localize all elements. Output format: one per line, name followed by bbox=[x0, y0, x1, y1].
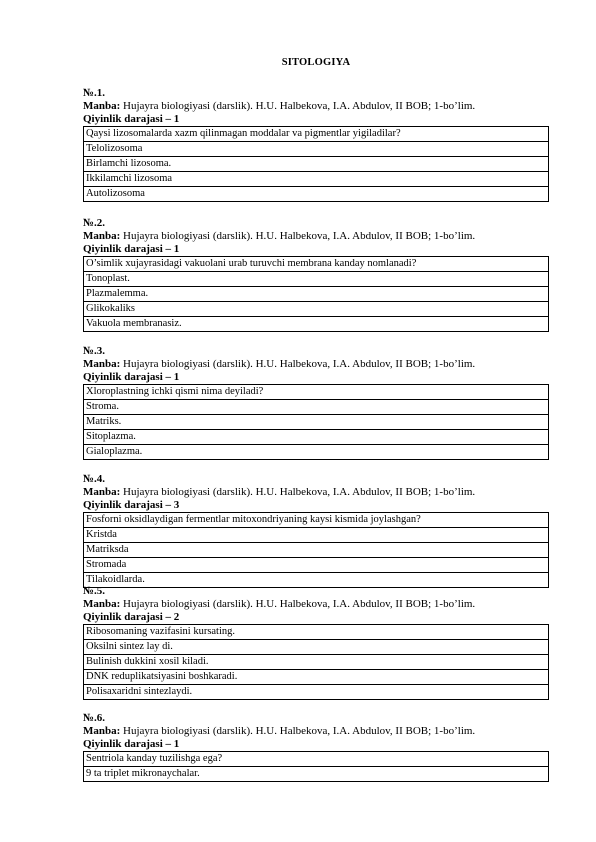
source-text: Hujayra biologiyasi (darslik). H.U. Halbekova, I.A. Abdulov, II BOB; 1-bo’lim. bbox=[123, 725, 476, 737]
difficulty-level: Qiyinlik darajasi – 1 bbox=[83, 113, 180, 125]
answer-option: Glikokaliks bbox=[84, 302, 549, 317]
source-line bbox=[83, 358, 549, 371]
table-row bbox=[84, 257, 549, 272]
difficulty-level: Qiyinlik darajasi – 1 bbox=[83, 243, 180, 255]
table-row bbox=[84, 625, 549, 640]
question-text: O’simlik xujayrasidagi vakuolani urab turuvchi membrana kanday nomlanadi? bbox=[84, 257, 549, 272]
question-text: Fosforni oksidlaydigan fermentlar mitoxondriyaning kaysi kismida joylashgan? bbox=[84, 513, 549, 528]
answer-option: Bulinish dukkini xosil kiladi. bbox=[84, 655, 549, 670]
answer-option: Ikkilamchi lizosoma bbox=[84, 172, 549, 187]
page-title: SITOLOGIYA bbox=[281, 57, 351, 68]
answer-option: Telolizosoma bbox=[84, 142, 549, 157]
answer-option: Birlamchi lizosoma. bbox=[84, 157, 549, 172]
source-text: Hujayra biologiyasi (darslik). H.U. Halbekova, I.A. Abdulov, II BOB; 1-bo’lim. bbox=[123, 230, 476, 242]
difficulty-level: Qiyinlik darajasi – 3 bbox=[83, 499, 180, 511]
question-text: Ribosomaning vazifasini kursating. bbox=[84, 625, 549, 640]
question-number: №.6. bbox=[83, 712, 106, 724]
question-number: №.2. bbox=[83, 217, 106, 229]
table-row bbox=[84, 415, 549, 430]
table-row bbox=[84, 767, 549, 782]
table-row bbox=[84, 317, 549, 332]
source-line bbox=[83, 230, 549, 243]
question-block bbox=[83, 473, 549, 588]
answer-option: 9 ta triplet mikronaychalar. bbox=[84, 767, 549, 782]
source-label: Manba: bbox=[83, 358, 121, 370]
question-block bbox=[83, 345, 549, 460]
source-line bbox=[83, 598, 549, 611]
table-row bbox=[84, 558, 549, 573]
question-number: №.3. bbox=[83, 345, 106, 357]
answer-table bbox=[83, 512, 549, 588]
answer-table bbox=[83, 384, 549, 460]
question-block bbox=[83, 585, 549, 700]
table-row bbox=[84, 752, 549, 767]
table-row bbox=[84, 430, 549, 445]
answer-option: Plazmalemma. bbox=[84, 287, 549, 302]
question-number: №.1. bbox=[83, 87, 106, 99]
answer-option: Stroma. bbox=[84, 400, 549, 415]
table-row bbox=[84, 287, 549, 302]
source-label: Manba: bbox=[83, 725, 121, 737]
question-number: №.5. bbox=[83, 585, 106, 597]
answer-option: Autolizosoma bbox=[84, 187, 549, 202]
source-label: Manba: bbox=[83, 100, 121, 112]
table-row bbox=[84, 400, 549, 415]
question-text: Xloroplastning ichki qismi nima deyiladi? bbox=[84, 385, 549, 400]
difficulty-level: Qiyinlik darajasi – 2 bbox=[83, 611, 180, 623]
table-row bbox=[84, 272, 549, 287]
question-block bbox=[83, 217, 549, 332]
table-row bbox=[84, 513, 549, 528]
table-row bbox=[84, 172, 549, 187]
table-row bbox=[84, 640, 549, 655]
question-text: Qaysi lizosomalarda xazm qilinmagan moddalar va pigmentlar yigiladilar? bbox=[84, 127, 549, 142]
table-row bbox=[84, 543, 549, 558]
table-row bbox=[84, 187, 549, 202]
answer-option: Tilakoidlarda. bbox=[84, 573, 549, 588]
question-number: №.4. bbox=[83, 473, 106, 485]
source-text: Hujayra biologiyasi (darslik). H.U. Halbekova, I.A. Abdulov, II BOB; 1-bo’lim. bbox=[123, 486, 476, 498]
question-block bbox=[83, 712, 549, 782]
difficulty-level: Qiyinlik darajasi – 1 bbox=[83, 738, 180, 750]
source-line bbox=[83, 486, 549, 499]
question-block bbox=[83, 87, 549, 202]
answer-option: Sitoplazma. bbox=[84, 430, 549, 445]
source-line bbox=[83, 100, 549, 113]
table-row bbox=[84, 142, 549, 157]
answer-option: Polisaxaridni sintezlaydi. bbox=[84, 685, 549, 700]
difficulty-level: Qiyinlik darajasi – 1 bbox=[83, 371, 180, 383]
answer-option: Gialoplazma. bbox=[84, 445, 549, 460]
table-row bbox=[84, 528, 549, 543]
table-row bbox=[84, 685, 549, 700]
table-row bbox=[84, 655, 549, 670]
answer-option: Matriksda bbox=[84, 543, 549, 558]
answer-table bbox=[83, 624, 549, 700]
answer-option: Matriks. bbox=[84, 415, 549, 430]
answer-table bbox=[83, 126, 549, 202]
table-row bbox=[84, 385, 549, 400]
answer-option: DNK reduplikatsiyasini boshkaradi. bbox=[84, 670, 549, 685]
table-row bbox=[84, 302, 549, 317]
answer-option: Oksilni sintez lay di. bbox=[84, 640, 549, 655]
source-label: Manba: bbox=[83, 230, 121, 242]
table-row bbox=[84, 157, 549, 172]
answer-option: Tonoplast. bbox=[84, 272, 549, 287]
answer-table bbox=[83, 256, 549, 332]
source-text: Hujayra biologiyasi (darslik). H.U. Halbekova, I.A. Abdulov, II BOB; 1-bo’lim. bbox=[123, 598, 476, 610]
question-text: Sentriola kanday tuzilishga ega? bbox=[84, 752, 549, 767]
source-line bbox=[83, 725, 549, 738]
source-label: Manba: bbox=[83, 486, 121, 498]
table-row bbox=[84, 127, 549, 142]
answer-option: Vakuola membranasiz. bbox=[84, 317, 549, 332]
source-text: Hujayra biologiyasi (darslik). H.U. Halbekova, I.A. Abdulov, II BOB; 1-bo’lim. bbox=[123, 100, 476, 112]
table-row bbox=[84, 670, 549, 685]
source-label: Manba: bbox=[83, 598, 121, 610]
answer-option: Stromada bbox=[84, 558, 549, 573]
answer-option: Kristda bbox=[84, 528, 549, 543]
answer-table bbox=[83, 751, 549, 782]
table-row bbox=[84, 445, 549, 460]
source-text: Hujayra biologiyasi (darslik). H.U. Halbekova, I.A. Abdulov, II BOB; 1-bo’lim. bbox=[123, 358, 476, 370]
